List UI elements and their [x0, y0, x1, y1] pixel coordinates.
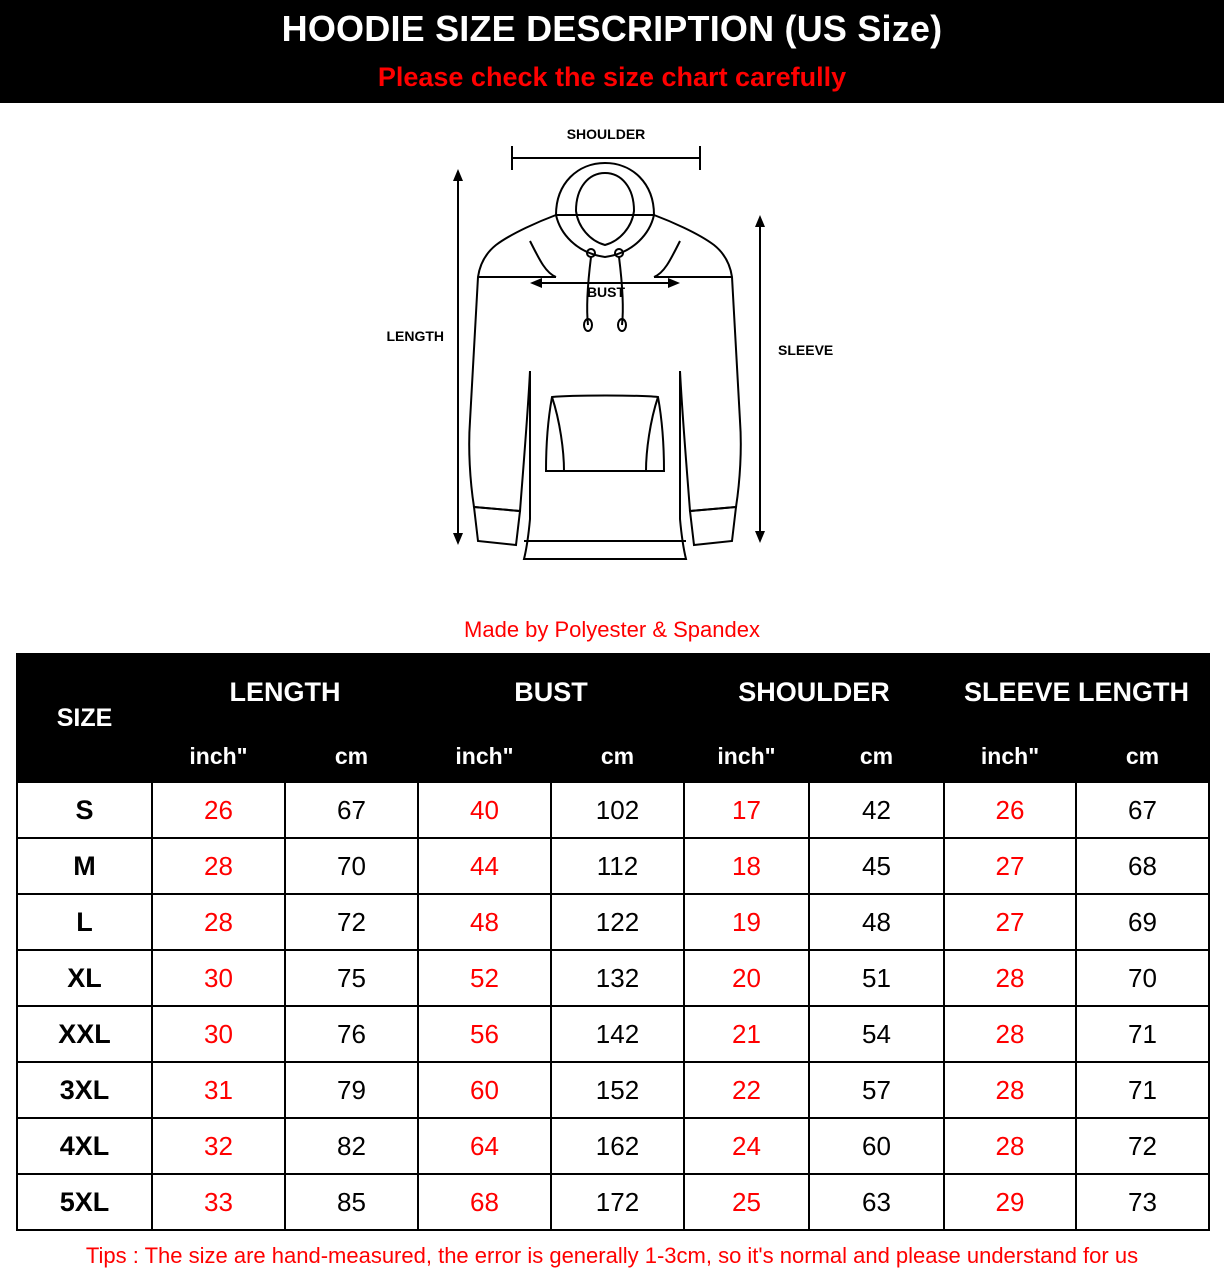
table-row	[17, 1118, 1209, 1174]
cell-bust-inch: 60	[418, 1062, 551, 1118]
cell-bust-cm: 102	[551, 782, 684, 838]
cell-bust-cm: 122	[551, 894, 684, 950]
cell-bust-cm: 112	[551, 838, 684, 894]
cell-length-cm: 82	[285, 1118, 418, 1174]
cell-bust-inch: 64	[418, 1118, 551, 1174]
cell-shoulder-inch: 22	[684, 1062, 809, 1118]
row-size-label: 4XL	[17, 1118, 152, 1174]
header-bust: BUST	[418, 654, 684, 730]
cell-length-cm: 76	[285, 1006, 418, 1062]
cell-bust-inch: 40	[418, 782, 551, 838]
hood-outer	[556, 163, 654, 257]
cell-shoulder-cm: 54	[809, 1006, 944, 1062]
table-row	[17, 1174, 1209, 1230]
hoodie-illustration	[0, 111, 1224, 611]
cell-length-inch: 26	[152, 782, 285, 838]
cell-shoulder-cm: 45	[809, 838, 944, 894]
header-subtitle-bar	[0, 59, 1224, 103]
cell-bust-cm: 142	[551, 1006, 684, 1062]
cell-sleeve-inch: 27	[944, 838, 1076, 894]
material-caption: Made by Polyester & Spandex	[464, 617, 760, 643]
cell-length-inch: 30	[152, 1006, 285, 1062]
header-unit-length-inch: inch"	[152, 730, 285, 782]
right-cuff	[690, 507, 736, 545]
cell-length-inch: 31	[152, 1062, 285, 1118]
cell-shoulder-cm: 63	[809, 1174, 944, 1230]
cell-length-cm: 85	[285, 1174, 418, 1230]
sleeve-label: SLEEVE	[778, 342, 834, 359]
cell-sleeve-inch: 28	[944, 950, 1076, 1006]
header-unit-length-cm: cm	[285, 730, 418, 782]
pocket-left-edge	[552, 397, 564, 471]
cell-sleeve-cm: 70	[1076, 950, 1209, 1006]
cell-shoulder-cm: 48	[809, 894, 944, 950]
row-size-label: L	[17, 894, 152, 950]
cell-sleeve-cm: 72	[1076, 1118, 1209, 1174]
cell-sleeve-inch: 28	[944, 1006, 1076, 1062]
cell-length-cm: 75	[285, 950, 418, 1006]
cell-sleeve-inch: 27	[944, 894, 1076, 950]
cell-length-cm: 79	[285, 1062, 418, 1118]
cell-shoulder-inch: 21	[684, 1006, 809, 1062]
shoulder-label: SHOULDER	[566, 126, 646, 143]
hoodie-diagram	[0, 111, 1224, 611]
cell-shoulder-cm: 60	[809, 1118, 944, 1174]
cell-sleeve-inch: 28	[944, 1062, 1076, 1118]
left-shoulder-seam	[530, 241, 556, 277]
cell-bust-inch: 56	[418, 1006, 551, 1062]
cell-bust-cm: 152	[551, 1062, 684, 1118]
cell-length-inch: 28	[152, 894, 285, 950]
cell-bust-cm: 172	[551, 1174, 684, 1230]
header-sleeve-length: SLEEVE LENGTH	[944, 654, 1209, 730]
cell-length-inch: 28	[152, 838, 285, 894]
cell-sleeve-inch: 26	[944, 782, 1076, 838]
header-unit-shoulder-inch: inch"	[684, 730, 809, 782]
table-row	[17, 894, 1209, 950]
cell-bust-inch: 48	[418, 894, 551, 950]
header-unit-sleeve-inch: inch"	[944, 730, 1076, 782]
table-row	[17, 1006, 1209, 1062]
cell-shoulder-cm: 42	[809, 782, 944, 838]
header-title-bar	[0, 0, 1224, 59]
header-unit-shoulder-cm: cm	[809, 730, 944, 782]
size-chart-container	[0, 653, 1224, 1231]
cell-length-cm: 67	[285, 782, 418, 838]
row-size-label: M	[17, 838, 152, 894]
table-row	[17, 950, 1209, 1006]
cell-length-inch: 30	[152, 950, 285, 1006]
cell-shoulder-inch: 20	[684, 950, 809, 1006]
cell-sleeve-inch: 28	[944, 1118, 1076, 1174]
cell-shoulder-inch: 25	[684, 1174, 809, 1230]
cell-length-inch: 32	[152, 1118, 285, 1174]
row-size-label: S	[17, 782, 152, 838]
row-size-label: 5XL	[17, 1174, 152, 1230]
cell-sleeve-cm: 71	[1076, 1062, 1209, 1118]
hoodie-body	[469, 215, 741, 559]
cell-length-cm: 70	[285, 838, 418, 894]
page-title: HOODIE SIZE DESCRIPTION (US Size)	[281, 8, 943, 49]
header-unit-bust-cm: cm	[551, 730, 684, 782]
tips-note: Tips : The size are hand-measured, the error is generally 1-3cm, so it's normal and please understand for us	[85, 1243, 1139, 1269]
row-size-label: 3XL	[17, 1062, 152, 1118]
table-header-groups	[17, 654, 1209, 730]
cell-shoulder-cm: 57	[809, 1062, 944, 1118]
table-row	[17, 1062, 1209, 1118]
cell-sleeve-inch: 29	[944, 1174, 1076, 1230]
pocket-right-edge	[646, 397, 658, 471]
cell-sleeve-cm: 69	[1076, 894, 1209, 950]
hood-inner	[576, 173, 634, 245]
cell-sleeve-cm: 67	[1076, 782, 1209, 838]
cell-length-inch: 33	[152, 1174, 285, 1230]
cell-bust-inch: 52	[418, 950, 551, 1006]
header-unit-bust-inch: inch"	[418, 730, 551, 782]
cell-bust-inch: 44	[418, 838, 551, 894]
header-length: LENGTH	[152, 654, 418, 730]
cell-bust-cm: 162	[551, 1118, 684, 1174]
row-size-label: XL	[17, 950, 152, 1006]
cell-sleeve-cm: 73	[1076, 1174, 1209, 1230]
size-chart-table	[16, 653, 1210, 1231]
cell-shoulder-cm: 51	[809, 950, 944, 1006]
cell-bust-cm: 132	[551, 950, 684, 1006]
table-row	[17, 782, 1209, 838]
cell-length-cm: 72	[285, 894, 418, 950]
cell-shoulder-inch: 19	[684, 894, 809, 950]
cell-bust-inch: 68	[418, 1174, 551, 1230]
length-label: LENGTH	[386, 328, 444, 345]
cell-sleeve-cm: 71	[1076, 1006, 1209, 1062]
left-cuff	[474, 507, 520, 545]
right-shoulder-seam	[654, 241, 680, 277]
header-size: SIZE	[17, 654, 152, 782]
cell-sleeve-cm: 68	[1076, 838, 1209, 894]
table-row	[17, 838, 1209, 894]
row-size-label: XXL	[17, 1006, 152, 1062]
cell-shoulder-inch: 17	[684, 782, 809, 838]
page-subtitle: Please check the size chart carefully	[377, 62, 847, 92]
header-shoulder: SHOULDER	[684, 654, 944, 730]
bust-label: BUST	[586, 284, 626, 301]
header-unit-sleeve-cm: cm	[1076, 730, 1209, 782]
cell-shoulder-inch: 24	[684, 1118, 809, 1174]
cell-shoulder-inch: 18	[684, 838, 809, 894]
table-header-units	[17, 730, 1209, 782]
